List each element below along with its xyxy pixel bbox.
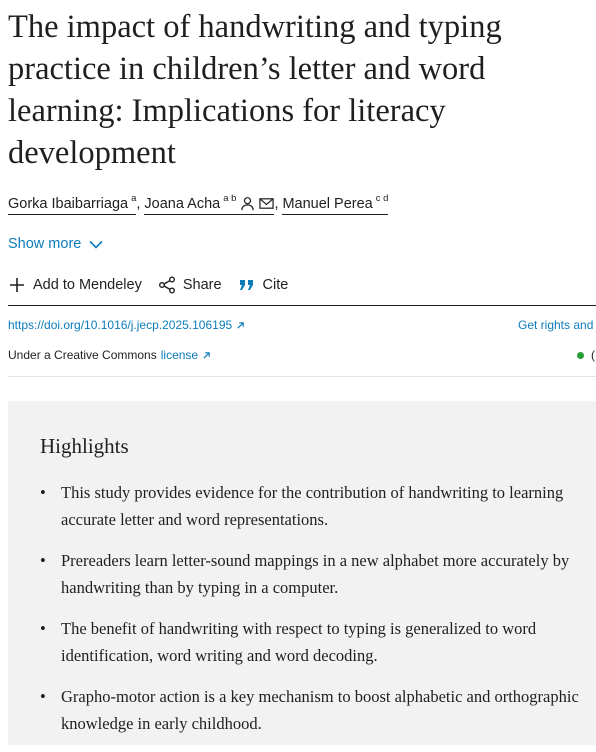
get-rights-link[interactable]: Get rights and [518,318,594,332]
highlight-text: This study provides evidence for the contribution of handwriting to learning accurate letter and word representations. [61,483,564,529]
highlights-title: Highlights [40,434,129,458]
license-prefix: Under a Creative Commons [8,348,157,362]
author-list [8,193,389,220]
author-link[interactable] [282,193,389,215]
license-link[interactable] [161,348,211,362]
author-separator: , [274,196,279,212]
divider [8,376,596,377]
author-link[interactable] [144,193,274,215]
open-access-label: ( [591,348,595,362]
open-access-dot-icon [577,352,584,359]
license-link-label: license [160,348,199,362]
show-more-button[interactable] [8,236,103,252]
highlight-item [40,548,580,601]
plus-icon [8,276,26,294]
quote-icon [238,276,256,294]
bullet-icon: • [40,687,46,706]
cite-label: Cite [262,277,289,293]
bullet-icon: • [40,619,46,638]
divider [8,305,596,306]
share-label: Share [182,277,222,293]
author-affiliation: c d [375,193,389,204]
article-actions [8,276,304,294]
person-icon [240,196,255,211]
author-separator: , [136,196,141,212]
bullet-icon: • [40,483,46,502]
author-affiliation: a [131,193,137,204]
show-more-label: Show more [8,236,82,252]
highlights-box [8,401,596,745]
share-icon [158,276,176,294]
chevron-down-icon [89,240,103,249]
highlight-item [40,616,580,669]
highlights-list [40,480,580,752]
external-link-icon [236,321,245,330]
add-to-mendeley-label: Add to Mendeley [33,277,142,293]
email-icon [259,196,274,211]
external-link-icon [202,351,211,360]
article-title: The impact of handwriting and typing practice in children’s letter and word learning: Implications for literacy development [8,9,502,171]
highlight-item [40,480,580,533]
add-to-mendeley-button[interactable] [8,276,142,294]
author-link[interactable] [8,193,137,215]
share-button[interactable] [158,276,222,294]
bullet-icon: • [40,551,46,570]
author-name: Joana Acha [144,196,221,212]
highlight-text: The benefit of handwriting with respect to typing is generalized to word identification, word writing and word decoding. [61,619,537,665]
highlight-item [40,684,580,737]
cite-button[interactable] [238,276,289,294]
highlight-text: Grapho-motor action is a key mechanism to boost alphabetic and orthographic knowledge in early childhood. [61,687,579,733]
author-name: Manuel Perea [282,196,373,212]
author-affiliation: a b [223,193,237,204]
doi-link[interactable] [8,318,245,332]
license-line [8,348,211,362]
doi-url: https://doi.org/10.1016/j.jecp.2025.106195 [8,318,233,332]
highlight-text: Prereaders learn letter-sound mappings in a new alphabet more accurately by handwriting than by typing in a computer. [61,551,570,597]
author-name: Gorka Ibaibarriaga [8,196,129,212]
